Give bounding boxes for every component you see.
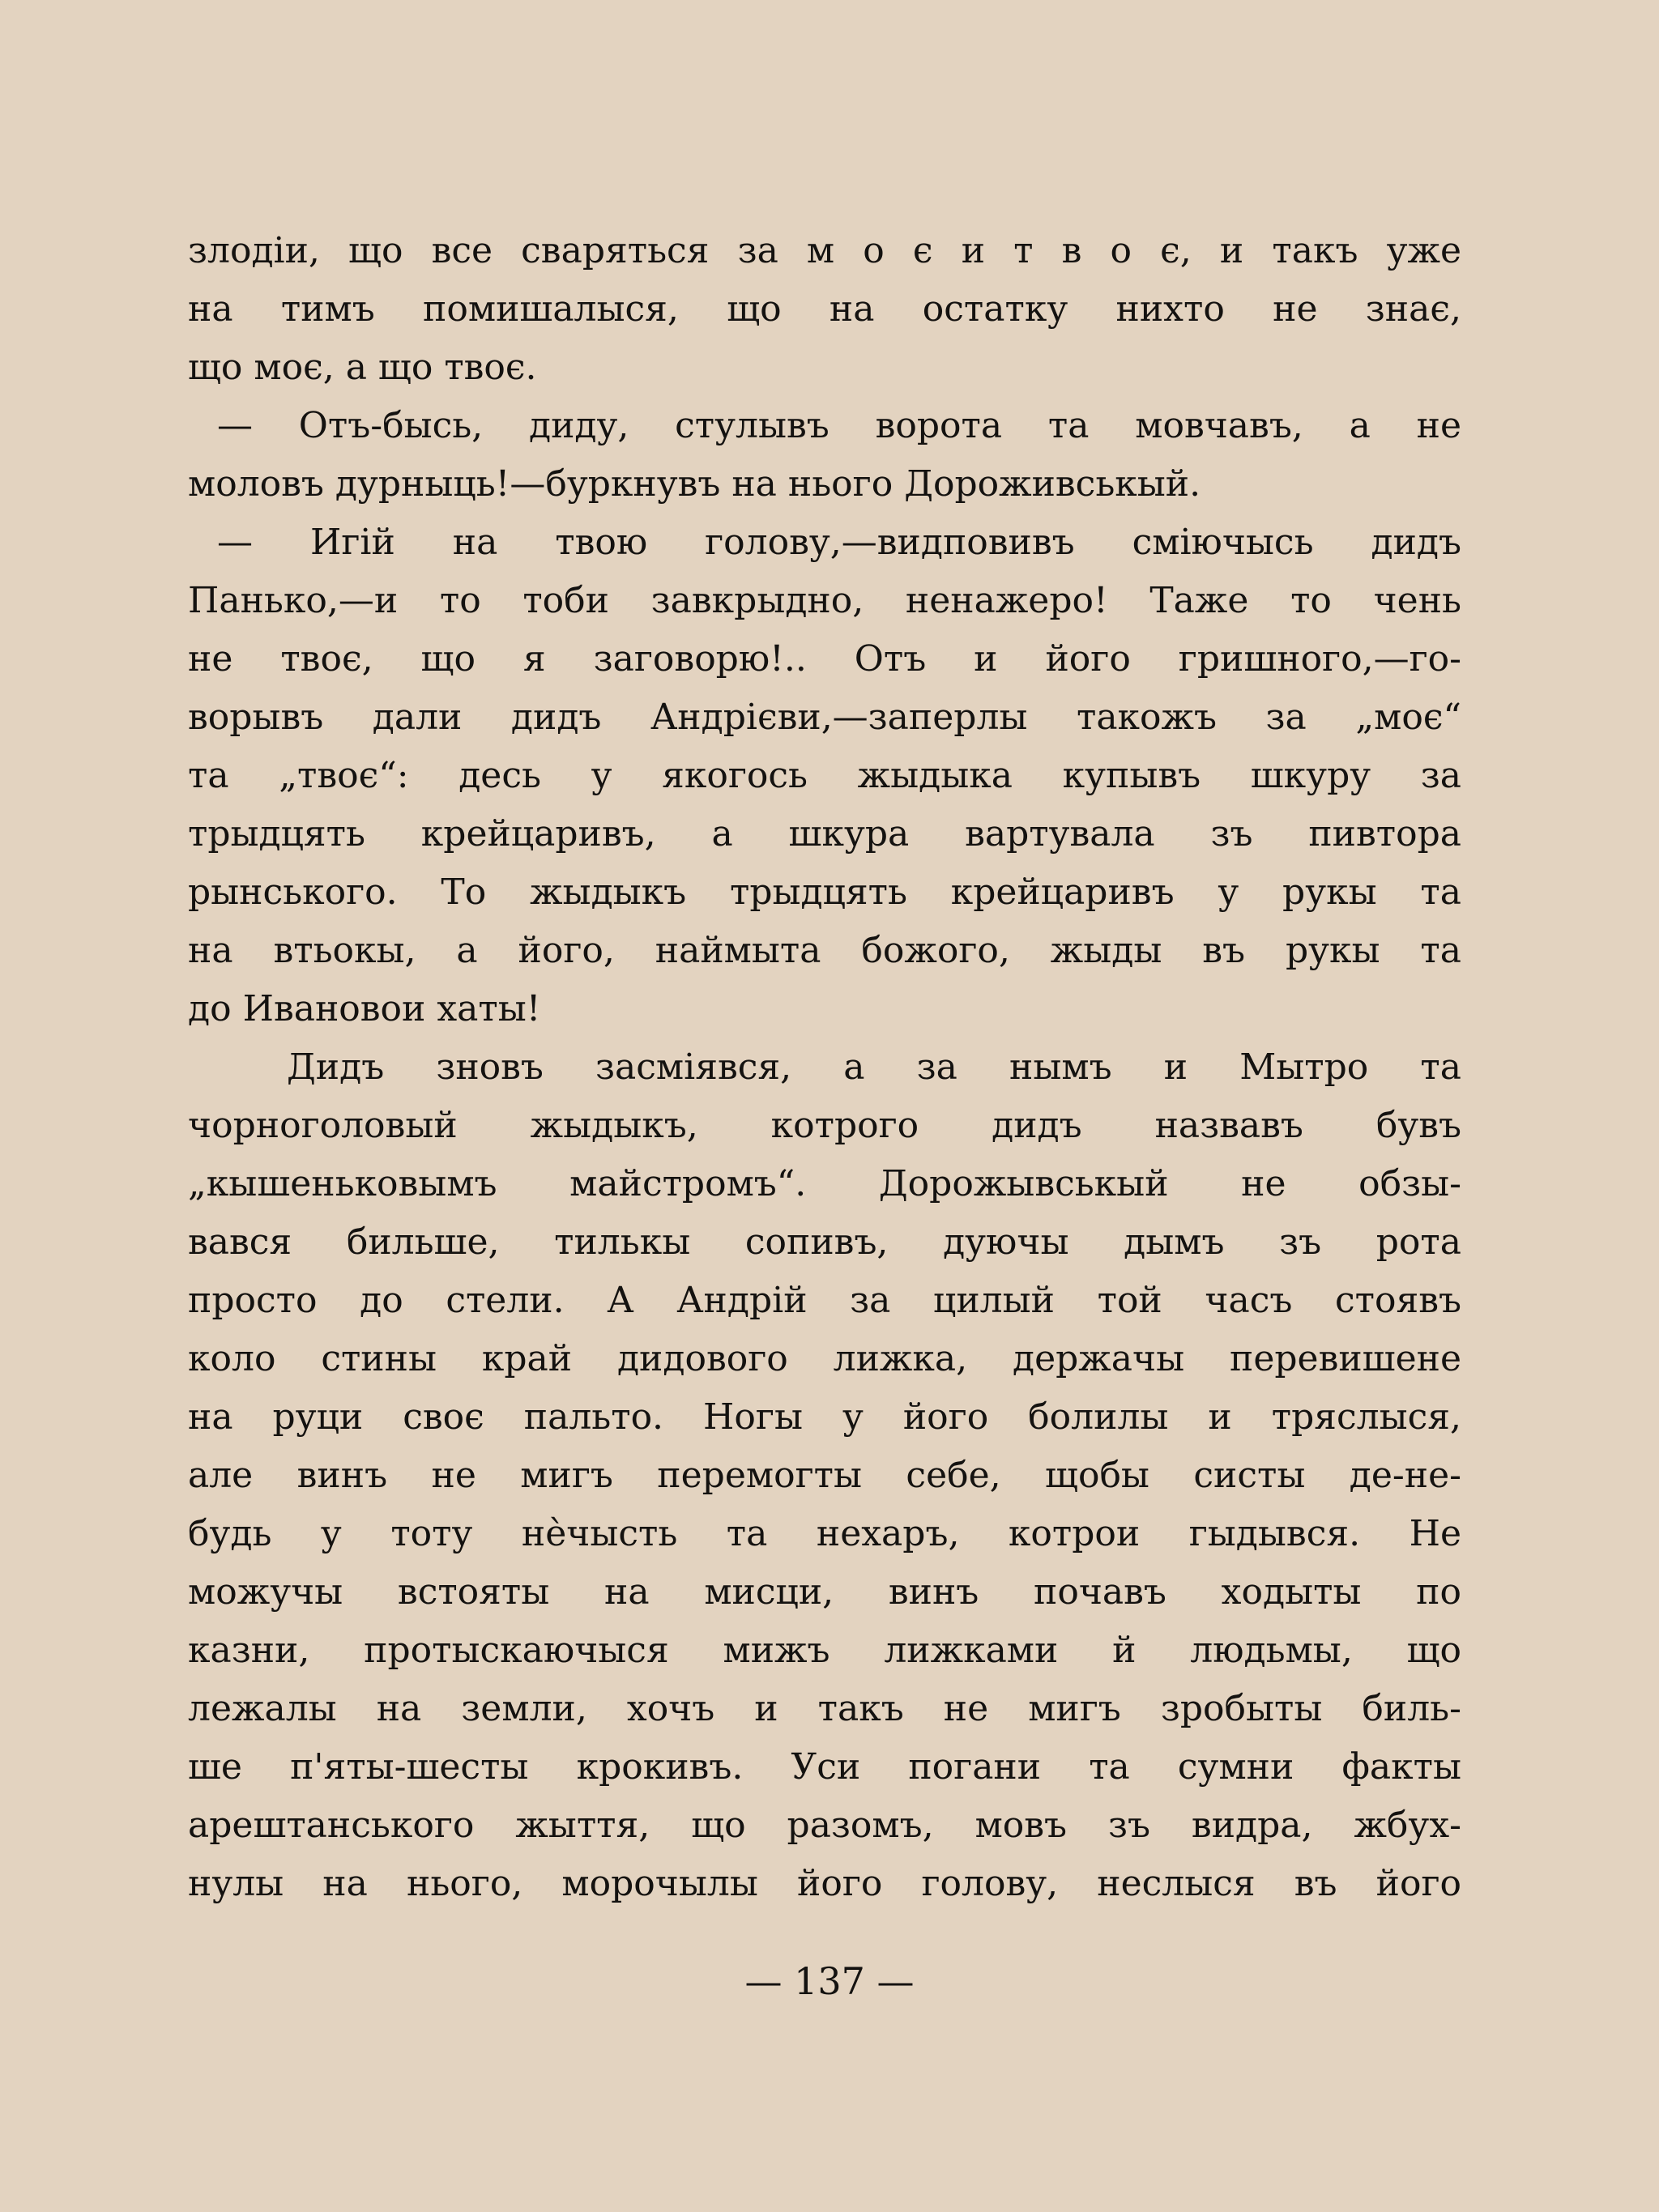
text-line: але винъ не мигъ перемогты себе, щобы систы де-не- xyxy=(188,1455,1461,1496)
text-line: лежалы на земли, хочъ и такъ не мигъ зробыты биль- xyxy=(188,1688,1461,1729)
text-line: рынського. То жыдыкъ трыдцять крейцаривъ у рукы та xyxy=(188,872,1461,913)
text-line: арештанського жыття, що разомъ, мовъ зъ видра, жбух- xyxy=(188,1805,1461,1846)
text-line: казни, протыскаючыся мижъ лижками й людьмы, що xyxy=(188,1630,1461,1671)
page-number: — 137 — xyxy=(744,1959,915,2003)
text-line: до Ивановои хаты! xyxy=(188,988,541,1029)
text-line: просто до стели. А Андрій за цилый той часъ стоявъ xyxy=(188,1280,1461,1321)
text-line: та „твоє“: десь у якогось жыдыка купывъ шкуру за xyxy=(188,755,1461,796)
text-line: нулы на нього, морочылы його голову, неслыся въ його xyxy=(188,1863,1461,1904)
text-line: будь у тоту нѐчысть та нехаръ, котрои гыдывся. Не xyxy=(188,1513,1461,1554)
text-line: чорноголовый жыдыкъ, котрого дидъ назвавъ бувъ xyxy=(188,1105,1461,1146)
text-line: ше п'яты-шесты крокивъ. Уси погани та сумни факты xyxy=(188,1746,1461,1788)
text-line: Дидъ зновъ засміявся, а за нымъ и Мытро та xyxy=(287,1046,1461,1088)
text-line: трыдцять крейцаривъ, а шкура вартувала зъ пивтора xyxy=(188,813,1461,855)
page-text xyxy=(188,222,1461,1913)
text-line: „кышеньковымъ майстромъ“. Дорожывськый не обзы- xyxy=(188,1163,1461,1204)
text-line: на втьокы, а його, наймыта божого, жыды въ рукы та xyxy=(188,930,1461,971)
text-line: — Отъ-бысь, диду, стулывъ ворота та мовчавъ, а не xyxy=(217,405,1461,446)
text-line: ворывъ дали дидъ Андрієви,—заперлы такожъ за „моє“ xyxy=(188,697,1461,738)
text-line: коло стины край дидового лижка, держачы перевишене xyxy=(188,1338,1461,1379)
text-line: Панько,—и то тоби завкрыдно, ненажеро! Таже то чень xyxy=(188,580,1461,621)
text-line: на тимъ помишалыся, що на остатку нихто не знає, xyxy=(188,288,1461,330)
text-line: моловъ дурныць!—буркнувъ на нього Дороживськый. xyxy=(188,463,1201,505)
text-line: злодіи, що все сваряться за м о є и т в о є, и такъ уже xyxy=(188,230,1461,271)
text-line: — Игій на твою голову,—видповивъ сміючысь дидъ xyxy=(217,522,1461,563)
text-line: вався бильше, тилькы сопивъ, дуючы дымъ зъ рота xyxy=(188,1221,1461,1263)
text-line: що моє, а що твоє. xyxy=(188,347,537,388)
text-line: не твоє, що я заговорю!.. Отъ и його гришного,—го- xyxy=(188,638,1461,680)
text-line: на руци своє пальто. Ногы у його болилы и тряслыся, xyxy=(188,1396,1461,1438)
text-line: можучы встояты на мисци, винъ почавъ ходыты по xyxy=(188,1571,1461,1613)
